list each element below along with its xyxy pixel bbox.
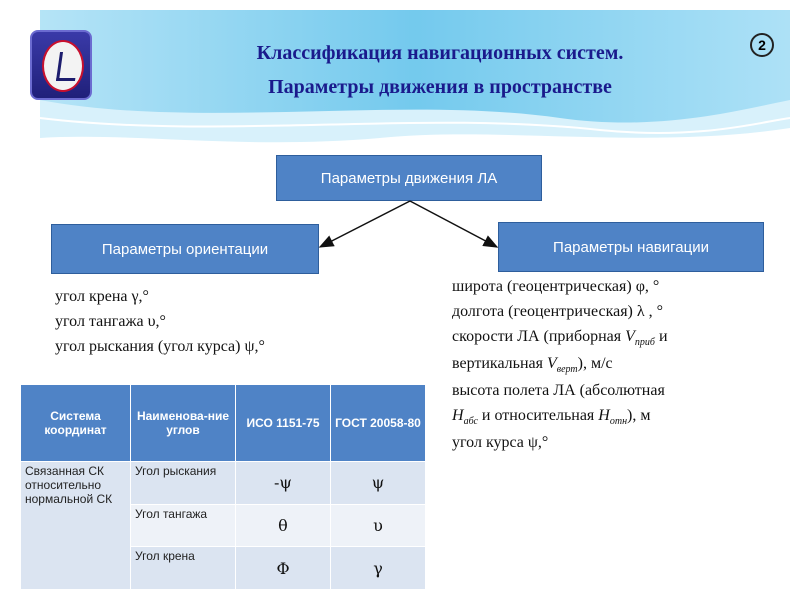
cell-gost-symbol: ψ [331, 462, 426, 505]
param-pitch: угол тангажа υ,° [55, 313, 166, 330]
param-rel-alt-subscript: отн [609, 416, 628, 427]
angle-notation-table [20, 384, 426, 590]
param-latitude: широта (геоцентрическая) φ, ° [452, 278, 660, 295]
param-speed-subscript: приб [634, 337, 655, 348]
param-alt-unit: ), м [627, 407, 651, 424]
param-abs-alt-subscript: абс [463, 416, 478, 427]
param-rel-alt-text: и относительная [477, 407, 599, 424]
diagram-navigation-label: Параметры навигации [553, 238, 709, 256]
cell-angle-name: Угол рыскания [131, 462, 236, 505]
param-longitude: долгота (геоцентрическая) λ , ° [452, 303, 664, 320]
diagram-root-label: Параметры движения ЛА [320, 169, 498, 187]
param-vertical-speed-line [452, 351, 772, 378]
university-logo [30, 30, 92, 100]
slide-title-line2: Параметры движения в пространстве [268, 76, 612, 98]
param-vspeed-symbol: V [546, 355, 557, 372]
cell-gost-symbol: γ [331, 547, 426, 590]
param-roll: угол крена γ,° [55, 288, 149, 305]
header-angle-names: Наименова-ние углов [131, 385, 236, 462]
diagram-orientation-box [51, 224, 319, 274]
param-speed-line [452, 324, 772, 351]
cell-angle-name: Угол тангажа [131, 504, 236, 547]
param-abs-alt-symbol: H [452, 407, 464, 424]
logo-emblem [42, 40, 84, 92]
header-iso: ИСО 1151-75 [236, 385, 331, 462]
header-coordinate-system: Система координат [21, 385, 131, 462]
param-heading: угол курса ψ,° [452, 434, 549, 451]
table-header-row [21, 385, 426, 462]
cell-iso-symbol: θ [236, 504, 331, 547]
param-speed-symbol: V [625, 328, 635, 345]
param-vspeed-subscript: верт [556, 364, 578, 375]
cell-iso-symbol: -ψ [236, 462, 331, 505]
cell-iso-symbol: Φ [236, 547, 331, 590]
cell-gost-symbol: υ [331, 504, 426, 547]
logo-mark-icon [56, 52, 79, 81]
navigation-params-list [452, 274, 772, 455]
param-speed-text: скорости ЛА (приборная [452, 328, 626, 345]
header-gost: ГОСТ 20058-80 [331, 385, 426, 462]
param-vspeed-text: вертикальная [452, 355, 547, 372]
cell-coordinate-system: Связанная СК относительно нормальной СК [21, 462, 131, 590]
param-vspeed-unit: ), м/с [577, 355, 613, 372]
param-altitude-values-line [452, 403, 772, 430]
slide-title-line1: Классификация навигационных систем. [256, 42, 624, 64]
cell-angle-name: Угол крена [131, 547, 236, 590]
param-altitude-line: высота полета ЛА (абсолютная [452, 382, 665, 399]
diagram-orientation-label: Параметры ориентации [101, 240, 269, 258]
slide-number-badge: 2 [750, 33, 774, 57]
param-yaw: угол рыскания (угол курса) ψ,° [55, 338, 265, 355]
table-row [21, 462, 426, 505]
orientation-params-list [55, 284, 265, 359]
param-rel-alt-symbol: H [598, 407, 610, 424]
param-speed-tail: и [654, 328, 668, 345]
diagram-navigation-box [498, 222, 764, 272]
diagram-root-box [276, 155, 542, 201]
